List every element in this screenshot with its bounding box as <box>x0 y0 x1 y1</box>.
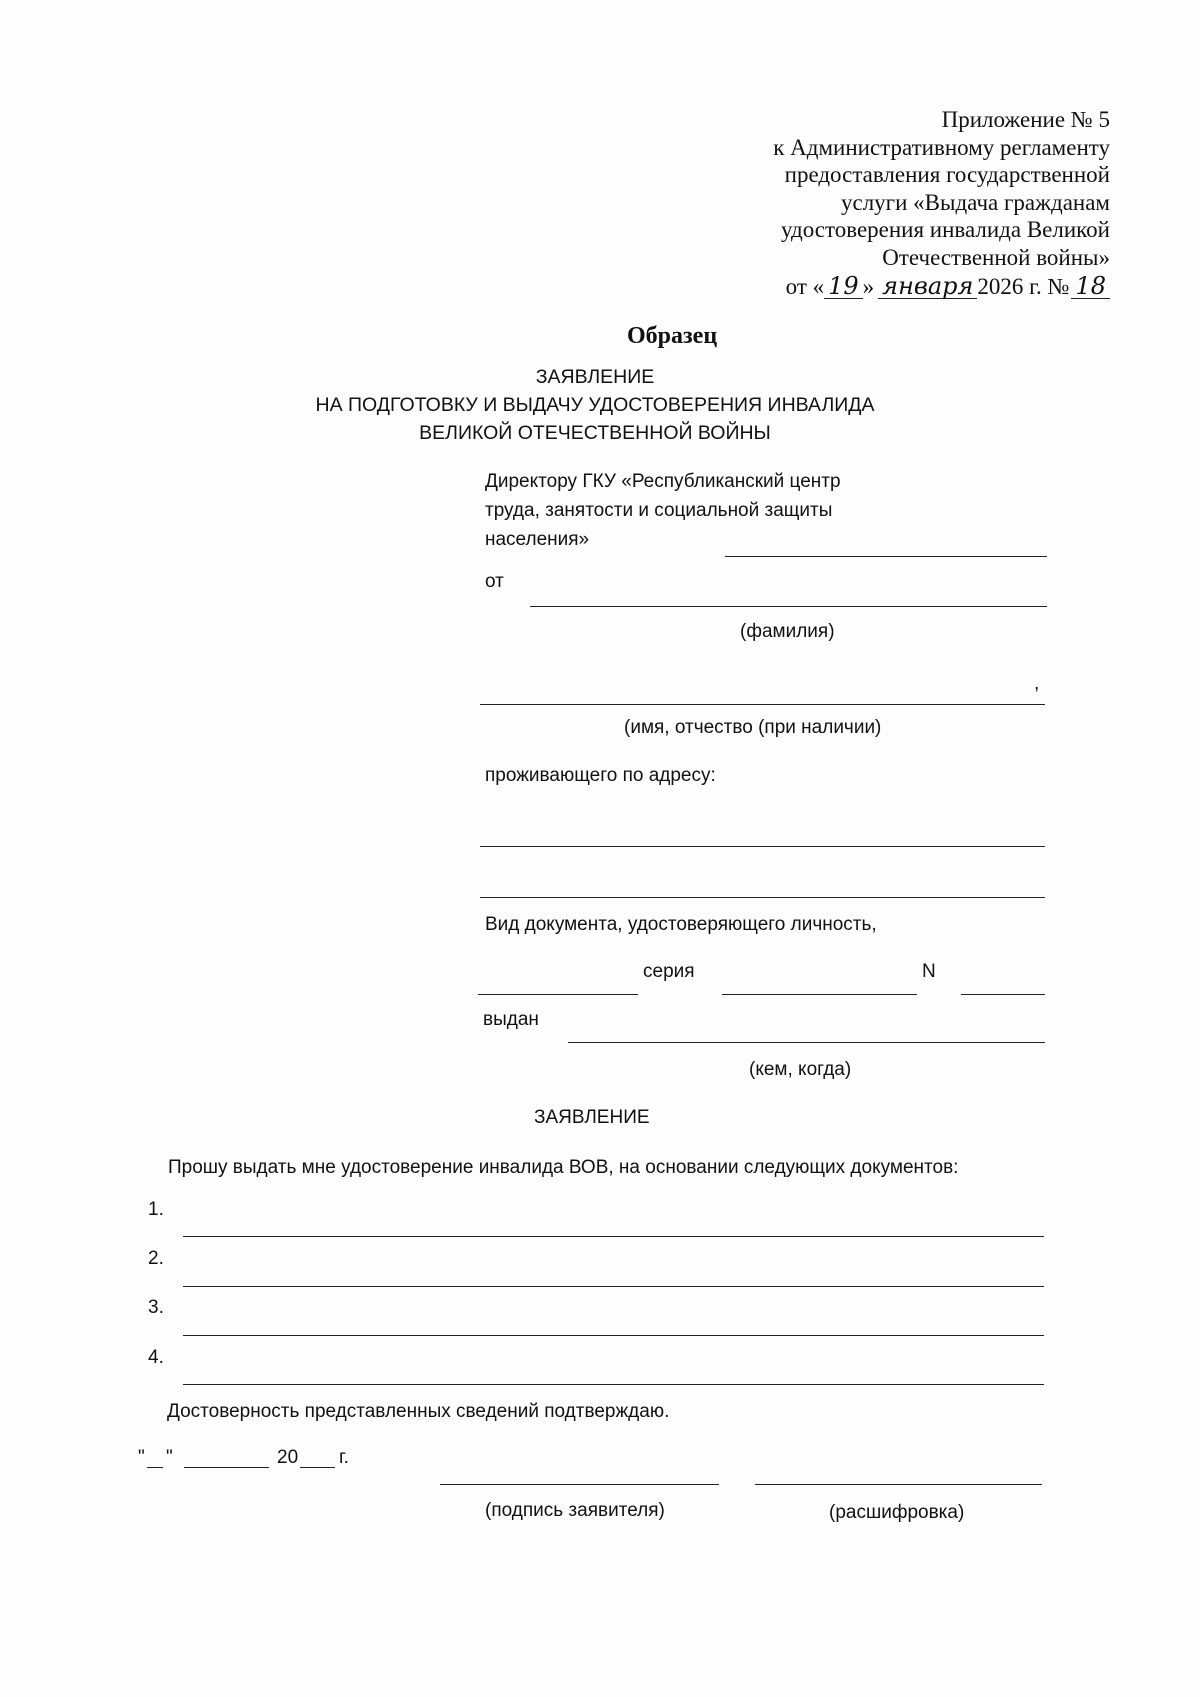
series-field[interactable] <box>722 994 917 995</box>
number-label: N <box>922 961 936 982</box>
document-title <box>300 363 890 447</box>
date-year: 2026 г. № <box>977 274 1070 299</box>
date-month-field[interactable] <box>184 1467 269 1468</box>
sample-label: Образец <box>627 323 718 349</box>
date-prefix: от « <box>785 274 825 299</box>
series-label: серия <box>643 961 695 982</box>
addressee-line: населения» <box>485 529 590 550</box>
document-item-field-4[interactable] <box>183 1384 1044 1385</box>
appendix-line: Приложение № 5 <box>941 107 1110 132</box>
document-item-number: 4. <box>148 1347 164 1368</box>
title-line: ВЕЛИКОЙ ОТЕЧЕСТВЕННОЙ ВОЙНЫ <box>419 422 771 444</box>
appendix-date-line <box>640 273 1110 301</box>
date-quote-close: " <box>166 1447 173 1468</box>
date-mid: » <box>862 274 875 299</box>
request-text: Прошу выдать мне удостоверение инвалида ВОВ, на основании следующих документов: <box>168 1157 959 1178</box>
appendix-line: услуги «Выдача гражданам <box>840 189 1110 215</box>
statement-heading: ЗАЯВЛЕНИЕ <box>534 1107 650 1128</box>
date-day-field[interactable] <box>147 1467 163 1468</box>
date-year-prefix: 20 <box>277 1447 299 1468</box>
address-label: проживающего по адресу: <box>485 765 716 786</box>
appendix-block <box>640 106 1110 301</box>
from-label: от <box>485 571 504 592</box>
document-item-number: 2. <box>148 1248 164 1269</box>
name-caption: (имя, отчество (при наличии) <box>624 717 882 738</box>
surname-field[interactable] <box>530 606 1047 607</box>
issued-caption: (кем, когда) <box>749 1059 852 1080</box>
date-suffix: г. <box>339 1447 349 1468</box>
handwritten-month: января <box>878 274 977 299</box>
id-document-type-field[interactable] <box>478 994 638 995</box>
addressee-line: труда, занятости и социальной защиты <box>485 500 833 521</box>
addressee-block <box>485 467 841 554</box>
signature-field[interactable] <box>440 1484 719 1485</box>
appendix-line: предоставления государственной <box>784 162 1110 187</box>
decoding-field[interactable] <box>755 1484 1042 1485</box>
document-item-number: 1. <box>148 1199 164 1220</box>
name-field[interactable] <box>480 704 1045 705</box>
appendix-line: удостоверения инвалида Великой <box>780 217 1110 242</box>
issued-label: выдан <box>483 1009 539 1030</box>
address-field-2[interactable] <box>480 897 1045 898</box>
issued-field[interactable] <box>568 1042 1045 1043</box>
addressee-line-field[interactable] <box>725 556 1047 557</box>
appendix-line: Отечественной войны» <box>882 244 1110 270</box>
title-line: ЗАЯВЛЕНИЕ <box>535 366 655 388</box>
document-item-number: 3. <box>148 1297 164 1318</box>
handwritten-doc-number: 18 <box>1071 274 1110 299</box>
address-field-1[interactable] <box>480 846 1045 847</box>
date-year-field[interactable] <box>300 1467 335 1468</box>
surname-caption: (фамилия) <box>740 621 835 642</box>
signature-caption: (подпись заявителя) <box>485 1500 665 1521</box>
document-item-field-2[interactable] <box>183 1286 1044 1287</box>
appendix-line: к Административному регламенту <box>773 134 1110 160</box>
number-field[interactable] <box>961 994 1045 995</box>
date-quote-open: " <box>138 1447 145 1468</box>
decoding-caption: (расшифровка) <box>829 1502 965 1523</box>
document-item-field-3[interactable] <box>183 1335 1044 1336</box>
confirm-text: Достоверность представленных сведений подтверждаю. <box>167 1401 670 1422</box>
name-comma: , <box>1034 673 1040 694</box>
handwritten-day: 19 <box>824 274 863 299</box>
id-document-label: Вид документа, удостоверяющего личность, <box>485 914 877 935</box>
document-item-field-1[interactable] <box>183 1236 1044 1237</box>
addressee-line: Директору ГКУ «Республиканский центр <box>485 471 841 492</box>
title-line: НА ПОДГОТОВКУ И ВЫДАЧУ УДОСТОВЕРЕНИЯ ИНВАЛИДА <box>315 394 875 416</box>
